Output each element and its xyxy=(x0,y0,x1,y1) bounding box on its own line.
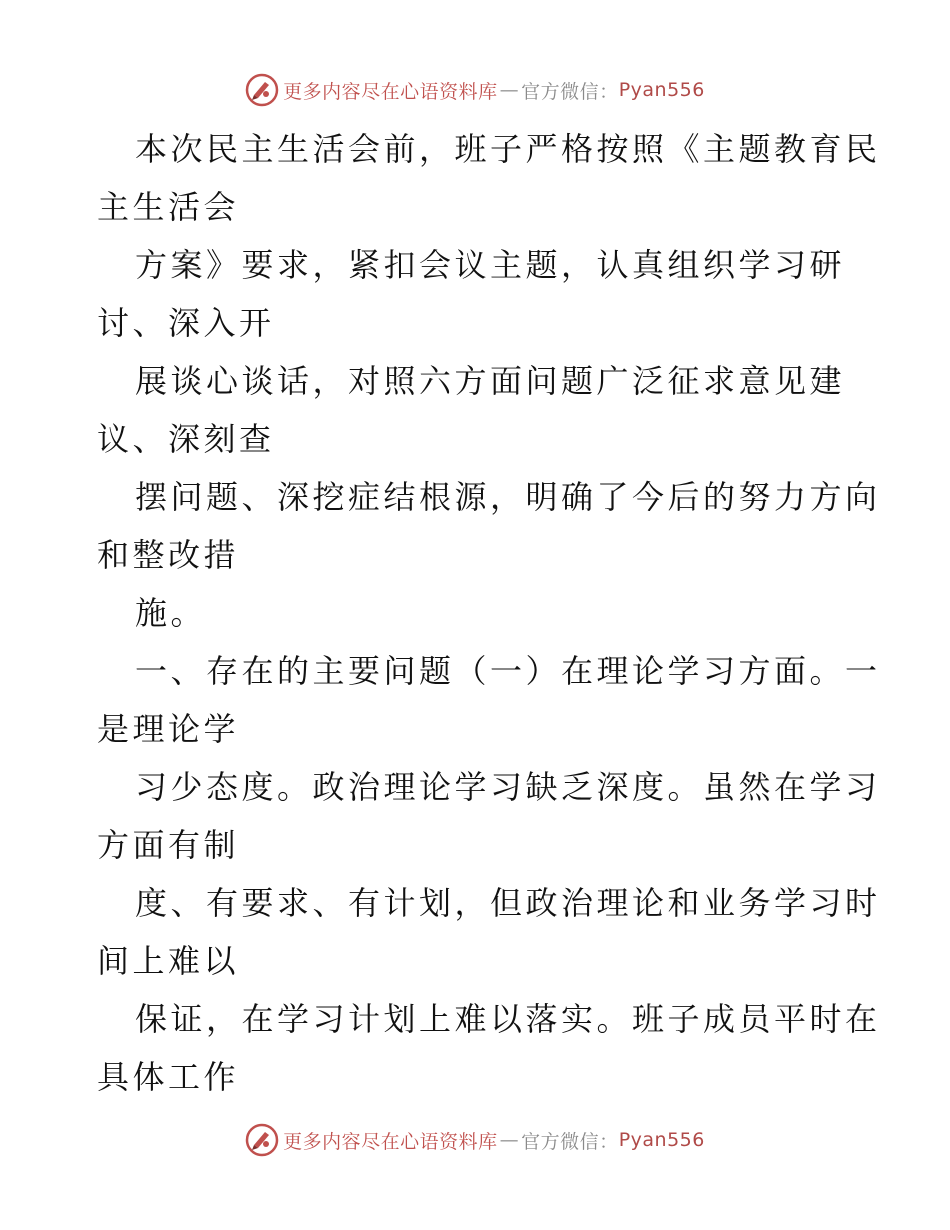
paragraph-6 xyxy=(97,642,881,758)
document-body xyxy=(97,120,881,1106)
paragraph-line: 方案》要求，紧扣会议主题，认真组织学习研 xyxy=(135,246,846,284)
paragraph-line: 度、有要求、有计划，但政治理论和业务学习时 xyxy=(135,884,881,922)
watermark-brand: 更多内容尽在心语资料库 xyxy=(283,80,498,103)
header-watermark xyxy=(0,70,950,110)
paragraph-line: 保证，在学习计划上难以落实。班子成员平时在 xyxy=(135,1000,881,1038)
paragraph-8 xyxy=(97,874,881,990)
paragraph-2 xyxy=(97,236,857,352)
paragraph-4 xyxy=(97,468,881,584)
watermark-contact-label: 官方微信： xyxy=(521,80,619,103)
footer-watermark xyxy=(0,1120,950,1160)
watermark-contact-label: 官方微信： xyxy=(521,1130,619,1153)
paragraph-line: 施。 xyxy=(135,594,207,632)
watermark-separator: — xyxy=(499,79,520,101)
watermark-separator: — xyxy=(499,1129,520,1151)
paragraph-line-continued: 间上难以 xyxy=(97,942,240,980)
paragraph-7 xyxy=(97,758,881,874)
paragraph-line-continued: 讨、深入开 xyxy=(97,304,275,342)
paragraph-5 xyxy=(97,584,857,642)
paragraph-line: 本次民主生活会前，班子严格按照《主题教育民 xyxy=(135,130,881,168)
paragraph-3 xyxy=(97,352,857,468)
paragraph-9 xyxy=(97,990,881,1106)
paragraph-line-continued: 和整改措 xyxy=(97,536,240,574)
paragraph-line: 摆问题、深挖症结根源，明确了今后的努力方向 xyxy=(135,478,881,516)
paragraph-1 xyxy=(97,120,881,236)
paragraph-line-continued: 议、深刻查 xyxy=(97,420,275,458)
paragraph-line-continued: 方面有制 xyxy=(97,826,240,864)
watermark-contact-id: Pyan556 xyxy=(618,1129,705,1151)
paragraph-line-continued: 具体工作 xyxy=(97,1058,240,1096)
watermark-brand: 更多内容尽在心语资料库 xyxy=(283,1130,498,1153)
watermark-contact-id: Pyan556 xyxy=(618,79,705,101)
paragraph-line: 一、存在的主要问题（一）在理论学习方面。一 xyxy=(135,652,881,690)
paragraph-line: 习少态度。政治理论学习缺乏深度。虽然在学习 xyxy=(135,768,881,806)
paragraph-line: 展谈心谈话，对照六方面问题广泛征求意见建 xyxy=(135,362,846,400)
hand-pen-logo-icon xyxy=(245,1123,279,1157)
paragraph-line-continued: 主生活会 xyxy=(97,188,240,226)
paragraph-line-continued: 是理论学 xyxy=(97,710,240,748)
hand-pen-logo-icon xyxy=(245,73,279,107)
